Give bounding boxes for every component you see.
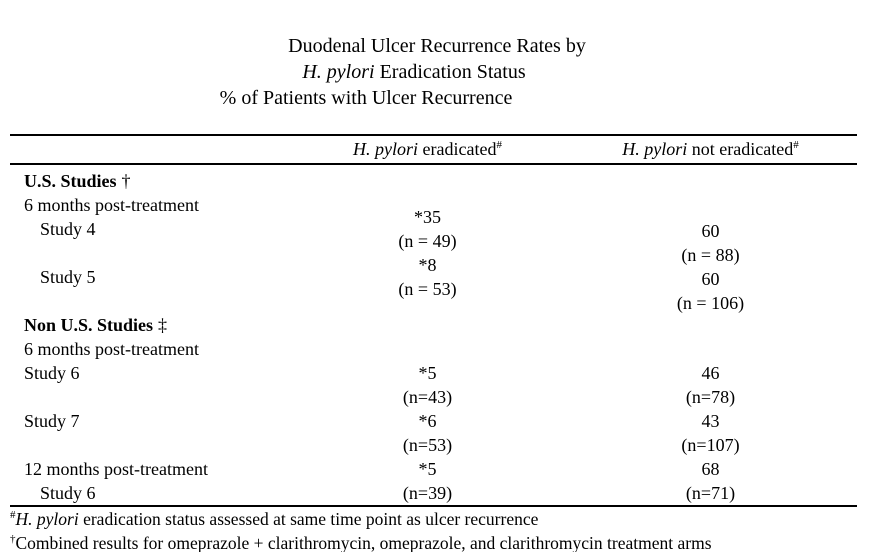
study6-eradicated-n: (n=43) <box>402 387 453 407</box>
study6-label: Study 6 <box>24 363 80 383</box>
study5-not-eradicated-pct: 60 <box>701 269 720 289</box>
header-hash-sup-2: # <box>793 139 799 151</box>
table-row-study7 <box>10 409 857 457</box>
study5-eradicated-pct: *8 <box>418 255 437 275</box>
study4-label: Study 4 <box>40 219 96 239</box>
table-row-study6 <box>10 361 857 409</box>
study6-not-eradicated-n: (n=78) <box>685 387 736 407</box>
study6-eradicated-pct: *5 <box>418 363 437 383</box>
us-studies-label: U.S. Studies <box>24 171 117 191</box>
footnotes <box>10 507 874 552</box>
header-hpylori-italic: H. pylori <box>353 139 419 159</box>
study7-not-eradicated-cell <box>569 409 852 457</box>
nonus-12months-label: 12 months post-treatment <box>24 459 208 479</box>
study6-not-eradicated-cell <box>569 361 852 409</box>
footnote-hpylori-italic: H. pylori <box>15 509 79 529</box>
study5-eradicated-n: (n = 53) <box>398 279 457 299</box>
recurrence-table <box>10 134 857 507</box>
study4-eradicated-n: (n = 49) <box>398 231 457 251</box>
study4-eradicated-pct: *35 <box>414 207 441 227</box>
study4-not-eradicated-cell <box>569 219 852 267</box>
study7-eradicated-pct: *6 <box>418 411 437 431</box>
us-6months-label: 6 months post-treatment <box>24 195 199 215</box>
header-hash-sup: # <box>496 139 502 151</box>
row-12months <box>10 457 857 481</box>
study5-label: Study 5 <box>40 267 96 287</box>
study7-not-eradicated-pct: 43 <box>701 411 720 431</box>
table-row-study6-12mo <box>10 481 857 505</box>
title-line-3: % of Patients with Ulcer Recurrence <box>219 87 513 109</box>
table-body <box>10 165 857 505</box>
row-nonus-studies-heading <box>10 313 857 337</box>
study6-not-eradicated-pct: 46 <box>701 363 720 383</box>
header-not-eradicated <box>569 139 852 160</box>
study7-not-eradicated-n: (n=107) <box>681 435 740 455</box>
footnote-hash-sup: # <box>10 509 16 522</box>
footnote-dagger-sup: † <box>10 533 16 546</box>
header-not-eradicated-text: not eradicated <box>687 139 794 159</box>
study7-label: Study 7 <box>24 411 80 431</box>
header-eradicated <box>286 139 569 160</box>
study4-not-eradicated-pct: 60 <box>701 221 720 241</box>
nonus-studies-label: Non U.S. Studies <box>24 315 154 335</box>
footnote-dagger-text: Combined results for omeprazole + clarithromycin, omeprazole, and clarithromycin treatment arms <box>15 533 712 552</box>
footnote-hash-text: eradication status assessed at same time point as ulcer recurrence <box>78 509 539 529</box>
table-header-row <box>10 136 857 163</box>
title-hpylori-italic: H. pylori <box>302 61 375 83</box>
title-line-2 <box>0 59 851 85</box>
study6-12mo-not-eradicated-n: (n=71) <box>685 483 736 503</box>
study5-not-eradicated-n: (n = 106) <box>676 293 745 313</box>
row-nonus-6months <box>10 337 857 361</box>
footnote-dagger <box>10 531 874 552</box>
study4-not-eradicated-n: (n = 88) <box>681 245 740 265</box>
12months-eradicated-pct: *5 <box>418 459 437 479</box>
nonus-6months-label: 6 months post-treatment <box>24 339 199 359</box>
header-eradicated-text: eradicated <box>418 139 497 159</box>
study4-eradicated-cell <box>286 205 569 253</box>
table-title <box>0 0 874 111</box>
header-hpylori-italic-2: H. pylori <box>622 139 688 159</box>
title-line-1: Duodenal Ulcer Recurrence Rates by <box>288 35 586 57</box>
study7-eradicated-n: (n=53) <box>402 435 453 455</box>
footnote-hash <box>10 507 874 531</box>
row-us-studies-heading <box>10 169 857 193</box>
study6-12mo-eradicated-n: (n=39) <box>402 483 453 503</box>
study5-eradicated-cell <box>286 253 569 301</box>
us-studies-heading <box>10 169 852 193</box>
study5-not-eradicated-cell <box>569 267 852 315</box>
12months-not-eradicated-pct: 68 <box>701 459 720 479</box>
nonus-studies-heading <box>10 313 852 337</box>
study6-eradicated-cell <box>286 361 569 409</box>
study6-12mo-label: Study 6 <box>40 483 96 503</box>
double-dagger-symbol: ‡ <box>158 315 168 335</box>
study7-eradicated-cell <box>286 409 569 457</box>
title-line-2-rest: Eradication Status <box>374 61 526 83</box>
dagger-symbol: † <box>121 171 131 191</box>
